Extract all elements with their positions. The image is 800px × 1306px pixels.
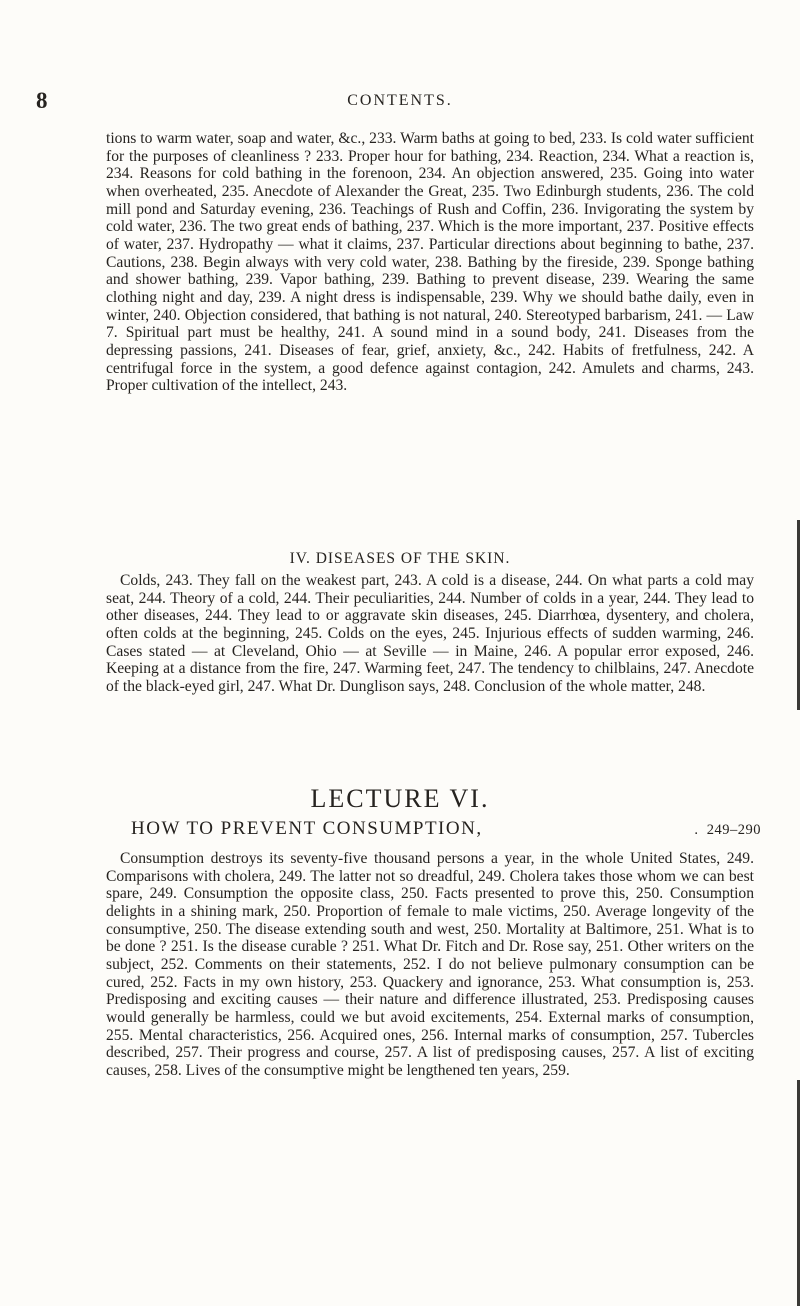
leader-dot: . [694,822,699,838]
page-range: 249–290 [706,822,761,838]
lecture-page-range [694,822,761,839]
contents-paragraph-continued: tions to warm water, soap and water, &c., 233. Warm baths at going to bed, 233. Is cold water sufficient for the purposes of cleanliness ? 233. Proper hour for bathing, 234. Reaction, 234. What a reaction is, 234. Reasons for cold bathing in the forenoon, 234. An objection answered, 235. Going into water when overheated, 235. Anecdote of Alexander the Great, 235. Two Edinburgh students, 236. The cold mill pond and Saturday evening, 236. Teachings of Rush and Coffin, 236. Invigorating the system by cold water, 236. The two great ends of bathing, 237. Which is the more important, 237. Positive effects of water, 237. Hydropathy — what it claims, 237. Particular directions about beginning to bathe, 237. Cautions, 238. Begin always with very cold water, 238. Bathing by the fireside, 239. Sponge bathing and shower bathing, 239. Vapor bathing, 239. Bathing to prevent disease, 239. Wearing the same clothing night and day, 239. A night dress is indispensable, 239. Why we should bathe daily, even in winter, 240. Objection considered, that bathing is not natural, 240. Stereotyped barbarism, 241. — Law 7. Spiritual part must be healthy, 241. A sound mind in a sound body, 241. Diseases from the depressing passions, 241. Diseases of fear, grief, anxiety, &c., 242. Habits of fretfulness, 242. A centrifugal force in the system, a good defence against contagion, 242. Amulets and charms, 243. Proper cultivation of the intellect, 243. [106,130,754,395]
lecture-title: LECTURE VI. [310,784,490,813]
lecture-subtitle-text: HOW TO PREVENT CONSUMPTION, [131,818,483,839]
contents-paragraph-consumption: Consumption destroys its seventy-five thousand persons a year, in the whole United States, 249. Comparisons with cholera, 249. The latter not so dreadful, 249. Cholera takes those whom we can best spare, 249. Consumption the opposite class, 250. Facts presented to prove this, 250. Consumption delights in a shining mark, 250. Proportion of female to male victims, 250. Average longevity of the consumptive, 250. The disease extending south and west, 250. Mortality at Baltimore, 251. What is to be done ? 251. Is the disease curable ? 251. What Dr. Fitch and Dr. Rose say, 251. Other writers on the subject, 252. Comments on their statements, 252. I do not believe pulmonary consumption can be cured, 252. Facts in my own history, 253. Quackery and ignorance, 253. What consumption is, 253. Predisposing and exciting causes — their nature and difference illustrated, 253. Predisposing causes would generally be harmless, could we but avoid excitements, 254. External marks of consumption, 255. Mental characteristics, 256. Acquired ones, 256. Internal marks of consumption, 257. Tubercles described, 257. Their progress and course, 257. A list of predisposing causes, 257. A list of exciting causes, 258. Lives of the consumptive might be lengthened ten years, 259. [106,850,754,1079]
contents-paragraph-skin-diseases: Colds, 243. They fall on the weakest part, 243. A cold is a disease, 244. On what parts a cold may seat, 244. Theory of a cold, 244. Their peculiarities, 244. Number of colds in a year, 244. They lead to other diseases, 244. They lead to or aggravate skin diseases, 245. Diarrhœa, dysentery, and cholera, often colds at the beginning, 245. Colds on the eyes, 245. Injurious effects of sudden warming, 246. Cases stated — at Cleveland, Ohio — at Seville — in Maine, 246. A popular error exposed, 246. Keeping at a distance from the fire, 247. Warming feet, 247. The tendency to chilblains, 247. Anecdote of the black-eyed girl, 247. What Dr. Dunglison says, 248. Conclusion of the whole matter, 248. [106,572,754,695]
page-number: 8 [36,88,48,113]
section-heading-skin-diseases: IV. DISEASES OF THE SKIN. [289,550,511,567]
lecture-subtitle [131,818,761,840]
running-head: CONTENTS. [347,92,453,109]
